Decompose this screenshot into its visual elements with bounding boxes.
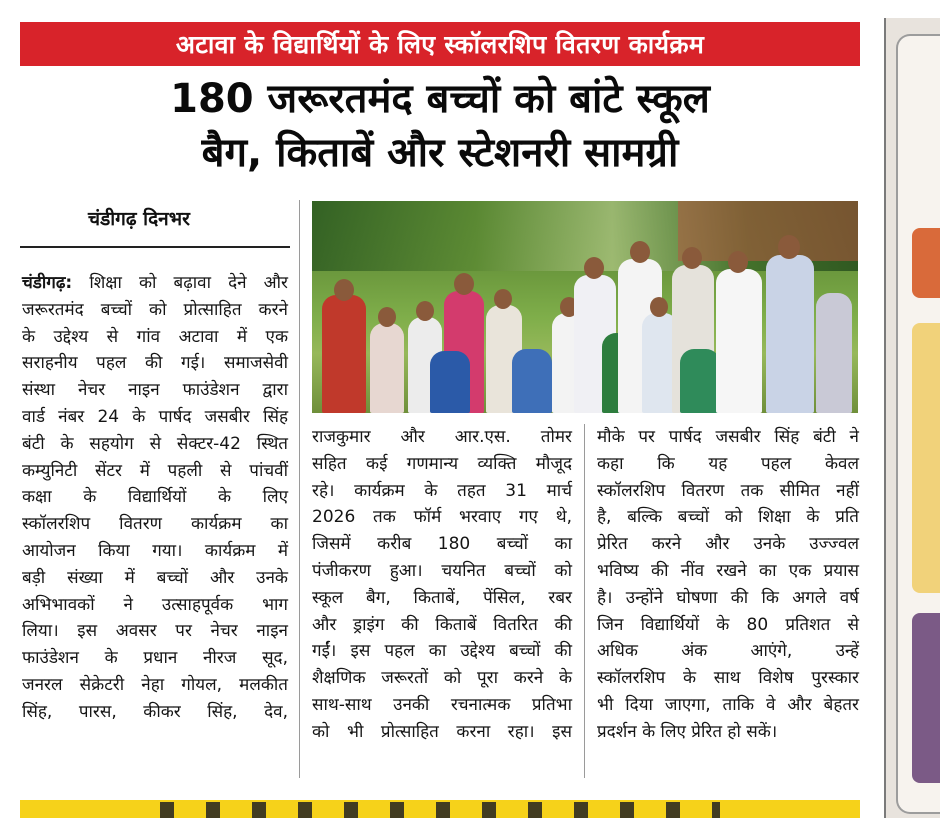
photo-group [312,253,858,413]
byline-rule [20,246,290,248]
col3-line: भी दिया जाएगा, ताकि वे और बेहतर [597,694,859,715]
col2-line: जिसमें करीब 180 बच्चों का [312,534,572,555]
article-column-3 [597,424,859,746]
col2-line: 2026 तक फॉर्म भरवाए गए थे, [312,507,572,528]
column-divider-2 [584,424,585,778]
photo-wall [678,201,858,261]
col3-line: है। उन्होंने घोषणा की कि अगले वर्ष [597,587,859,608]
side-block [912,228,940,298]
col1-line: लिया। इस अवसर पर नेचर नाइन [22,621,288,642]
headline-line-1: 180 जरूरतमंद बच्चों को बांटे स्कूल [170,76,710,122]
col3-line: प्रेरित करने और उनके उज्ज्वल [597,534,859,555]
col3-line: भविष्य की नींव रखने का एक प्रयास [597,560,859,581]
column-divider-1 [299,200,300,778]
next-article-banner [20,800,860,818]
side-block [912,323,940,593]
col1-line: सिंह, पारस, कीकर सिंह, देव, [22,701,288,722]
article-column-1 [22,270,288,726]
col1-line: जरूरतमंद बच्चों को प्रोत्साहित करने [22,299,288,320]
byline: चंडीगढ़ दिनभर [88,208,190,230]
col3-line: कहा कि यह पहल केवल [597,453,859,474]
col2-line: गईं। इस पहल का उद्देश्य बच्चों की [312,641,572,662]
col1-line: बंटी के सहयोग से सेक्टर-42 स्थित [22,433,288,454]
col1-line: बड़ी संख्या में बच्चों और उनके [22,567,288,588]
col1-line: सराहनीय पहल की गई। समाजसेवी [22,353,288,374]
kicker-text: अटावा के विद्यार्थियों के लिए स्कॉलरशिप वितरण कार्यक्रम [175,30,705,59]
article-column-2 [312,424,572,746]
col1-line: जनरल सेक्रेटरी नेहा गोयल, मलकीत [22,674,288,695]
col1-line-0: शिक्षा को बढ़ावा देने और [89,273,288,293]
col1-line: कक्षा के विद्यार्थियों के लिए [22,487,288,508]
col2-line: पंजीकरण हुआ। चयनित बच्चों को [312,560,572,581]
col3-line: स्कॉलरशिप के साथ विशेष पुरस्कार [597,668,859,689]
dateline: चंडीगढ़: [22,273,73,293]
col2-line: सहित कई गणमान्य व्यक्ति मौजूद [312,453,572,474]
side-block [912,613,940,783]
col1-line: कम्युनिटी सेंटर में पहली से पांचवीं [22,460,288,481]
col1-line: स्कॉलरशिप वितरण कार्यक्रम का [22,514,288,535]
headline-line-2: बैग, किताबें और स्टेशनरी सामग्री [201,130,679,176]
col2-line: शैक्षणिक जरूरतों को पूरा करने के [312,668,572,689]
col2-line: राजकुमार और आर.एस. तोमर [312,427,572,447]
col1-line: आयोजन किया गया। कार्यक्रम में [22,540,288,561]
col2-line: रहे। कार्यक्रम के तहत 31 मार्च [312,480,572,501]
col1-line: फाउंडेशन के प्रधान नीरज सूद, [22,648,288,669]
col3-line: प्रदर्शन के लिए प्रेरित हो सकें। [597,721,778,742]
col1-line: अभिभावकों ने उत्साहपूर्वक भाग [22,594,288,615]
col2-line: साथ-साथ उनकी रचनात्मक प्रतिभा [312,694,572,715]
col3-line: है, बल्कि बच्चों को शिक्षा के प्रति [597,507,859,528]
col3-line: जिन विद्यार्थियों के 80 प्रतिशत से [597,614,859,635]
col2-line: स्कूल बैग, किताबें, पेंसिल, रबर [312,587,572,608]
col3-line: मौके पर पार्षद जसबीर सिंह बंटी ने [597,427,859,447]
col2-line: और ड्राइंग की किताबें वितरित की [312,614,572,635]
col1-line: संस्था नेचर नाइन फाउंडेशन द्वारा [22,380,288,401]
col1-line: वार्ड नंबर 24 के पार्षद जसबीर सिंह [22,406,288,427]
adjacent-page-edge [884,18,940,818]
col1-line: के उद्देश्य से गांव अटावा में एक [22,326,288,347]
col3-line: स्कॉलरशिप वितरण तक सीमित नहीं [597,480,859,501]
col3-line: अधिक अंक आएंगे, उन्हें [597,641,859,662]
cropped-headline [160,802,720,818]
col2-line: को भी प्रोत्साहित करना रहा। इस [312,721,572,742]
article-photo [312,201,858,413]
kicker-banner [20,22,860,66]
headline [20,72,860,180]
